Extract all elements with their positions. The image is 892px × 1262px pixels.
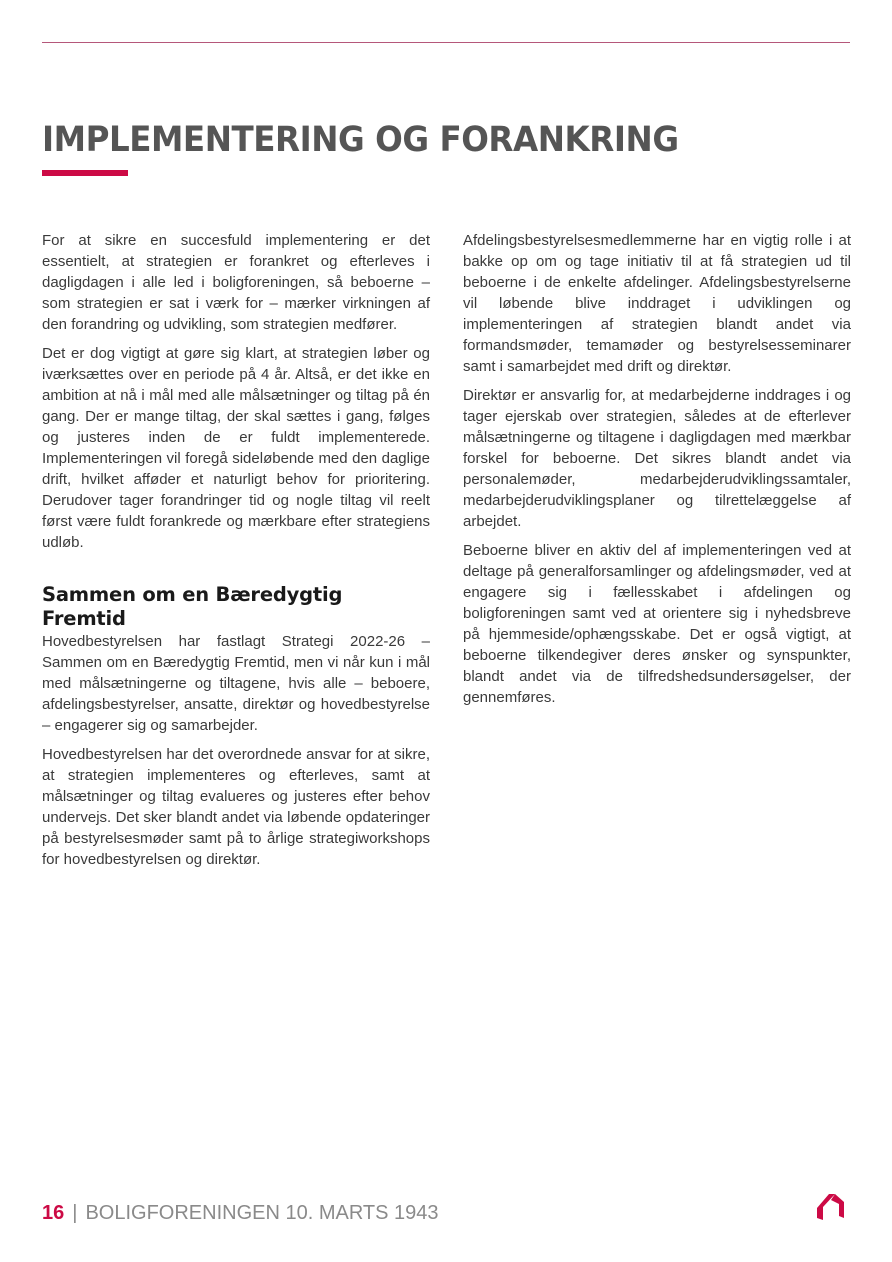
section-heading: Sammen om en Bæredygtig Fremtid [42,583,343,630]
footer-separator: | [72,1202,78,1224]
paragraph: For at sikre en succesfuld implementering er det essentielt, at strategien er forankret og efterleves i dagligdagen i alle led i boligforeningen, så beboerne – som strategien er sat i værk for – mærker virkningen af den forandring og udvikling, som strategien medfører. [42,232,430,333]
paragraph: Hovedbestyrelsen har fastlagt Strategi 2022-26 – Sammen om en Bæredygtig Fremtid, men vi når kun i mål med målsætningerne og tiltagene, hvis alle – beboere, afdelingsbestyrelser, ansatte, direktør og hovedbestyrelse – engagerer sig og samarbejder. [42,633,430,734]
page-number: 16 [42,1202,65,1224]
left-column [42,230,430,878]
top-divider [42,42,850,43]
publication-name: BOLIGFORENINGEN 10. MARTS 1943 [85,1202,439,1224]
paragraph: Det er dog vigtigt at gøre sig klart, at strategien løber og iværksættes over en periode på 4 år. Altså, er det ikke en ambition at nå i mål med alle målsætninger og tiltag på én gang. Der er mange tiltag, der skal sættes i gang, følges og justeres inden de er fuldt implementerede. Implementeringen vil foregå sideløbende med den daglige drift, hvilket afføder et naturligt behov for prioritering. Derudover tager forandringer tid og nogle tiltag vil reelt først være fuldt forankrede og mærkbare efter strategiens udløb. [42,345,430,551]
page-footer [42,1202,439,1225]
paragraph: Hovedbestyrelsen har det overordnede ansvar for at sikre, at strategien implementeres og efterleves, samt at målsætninger og tiltag evalueres og justeres efter behov undervejs. Det sker blandt andet via løbende opdateringer på bestyrelsesmøder samt på to årlige strategiworkshops for hovedbestyrelsen og direktør. [42,746,430,868]
paragraph: Direktør er ansvarlig for, at medarbejderne inddrages i og tager ejerskab over strategien, således at de efterlever målsætningerne og tiltagene i dagligdagen med mærkbar forskel for beboerne. Det sikres blandt andet via personalemøder, medarbejderudviklingssamtaler, medarbejderudviklingsplaner og tilrettelæggelse af arbejdet. [463,387,851,530]
paragraph: Beboerne bliver en aktiv del af implementeringen ved at deltage på generalforsamlinger og afdelingsmøder, ved at engagere sig i fællesskabet i afdelingen og boligforeningen samt ved at orientere sig i nyhedsbreve på hjemmeside/ophængsskabe. Det er også vigtigt, at beboerne tilkendegiver deres ønsker og synspunkter, blandt andet via de tilfredshedsundersøgelser, der gennemføres. [463,542,851,706]
house-logo-icon [815,1190,847,1222]
page-title: IMPLEMENTERING OG FORANKRING [42,120,679,160]
paragraph: Afdelingsbestyrelsesmedlemmerne har en vigtig rolle i at bakke op om og tage initiativ til at få strategien ud til beboerne i de enkelte afdelinger. Afdelingsbestyrelserne vil løbende blive inddraget i udviklingen og implementeringen af strategien blandt andet via formandsmøder, temamøder og bestyrelsesseminarer samt i samarbejdet med drift og direktør. [463,232,851,375]
title-accent-bar [42,170,128,176]
right-column [463,230,851,716]
